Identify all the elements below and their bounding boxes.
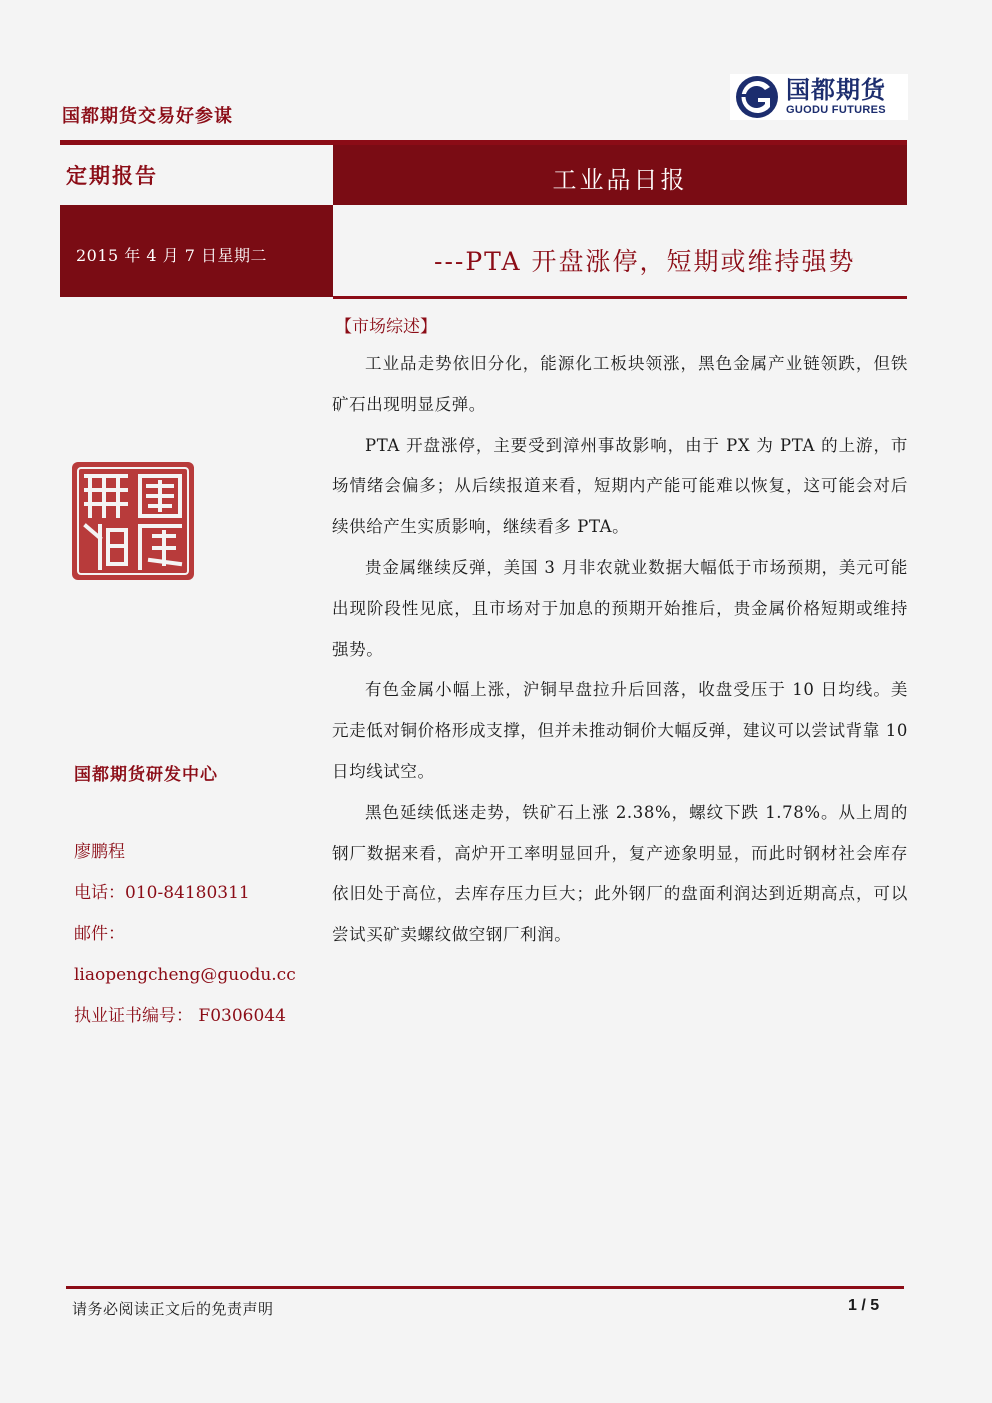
company-logo [730, 74, 908, 120]
article-paragraph: 黑色延续低迷走势，铁矿石上涨 2.38%，螺纹下跌 1.78%。从上周的钢厂数据来看，高炉开工率明显回升，复产迹象明显，而此时钢材社会库存依旧处于高位，去库存压力巨大；此外钢厂的盘面利润达到近期高点，可以尝试买矿卖螺纹做空钢厂利润。 [332, 802, 908, 945]
subtitle-divider [333, 296, 907, 299]
report-subtitle: ---PTA 开盘涨停，短期或维持强势 [434, 247, 856, 276]
analyst-name: 廖鹏程 [74, 842, 125, 862]
guodu-logo-icon [734, 74, 780, 120]
report-date: 2015 年 4 月 7 日星期二 [76, 246, 268, 265]
company-seal-stamp [70, 460, 196, 582]
report-title-box [333, 145, 907, 205]
email-label: 邮件： [74, 924, 125, 944]
footer-divider [66, 1286, 904, 1289]
article-body [332, 344, 908, 956]
analyst-email-link[interactable]: liaopengcheng@guodu.cc [74, 965, 296, 985]
article-paragraph: PTA 开盘涨停，主要受到漳州事故影响，由于 PX 为 PTA 的上游，市场情绪会偏多；从后续报道来看，短期内产能可能难以恢复，这可能会对后续供给产生实质影响，继续看多 PTA。 [332, 435, 908, 537]
company-tagline: 国都期货交易好参谋 [62, 106, 233, 127]
page-number: 1 / 5 [848, 1297, 880, 1314]
article-paragraph: 贵金属继续反弹，美国 3 月非农就业数据大幅低于市场预期，美元可能出现阶段性见底，且市场对于加息的预期开始推后，贵金属价格短期或维持强势。 [332, 557, 908, 659]
research-center-label: 国都期货研发中心 [74, 765, 218, 785]
logo-english-name: GUODU FUTURES [786, 104, 886, 116]
logo-chinese-name: 国都期货 [786, 76, 886, 104]
report-title: 工业品日报 [552, 165, 688, 194]
article-paragraph: 有色金属小幅上涨，沪铜早盘拉升后回落，收盘受压于 10 日均线。美元走低对铜价格形成支撑，但并未推动铜价大幅反弹，建议可以尝试背靠 10 日均线试空。 [332, 680, 908, 781]
article-paragraph: 工业品走势依旧分化，能源化工板块领涨，黑色金属产业链领跌，但铁矿石出现明显反弹。 [332, 354, 908, 414]
date-box [60, 205, 333, 297]
disclaimer-note: 请务必阅读正文后的免责声明 [72, 1300, 274, 1318]
license-number: 执业证书编号： F0306044 [74, 1006, 286, 1026]
section-label: 【市场综述】 [335, 317, 437, 337]
report-type: 定期报告 [66, 163, 158, 188]
analyst-contact-block [74, 832, 324, 1037]
analyst-phone: 电话：010-84180311 [74, 883, 250, 903]
